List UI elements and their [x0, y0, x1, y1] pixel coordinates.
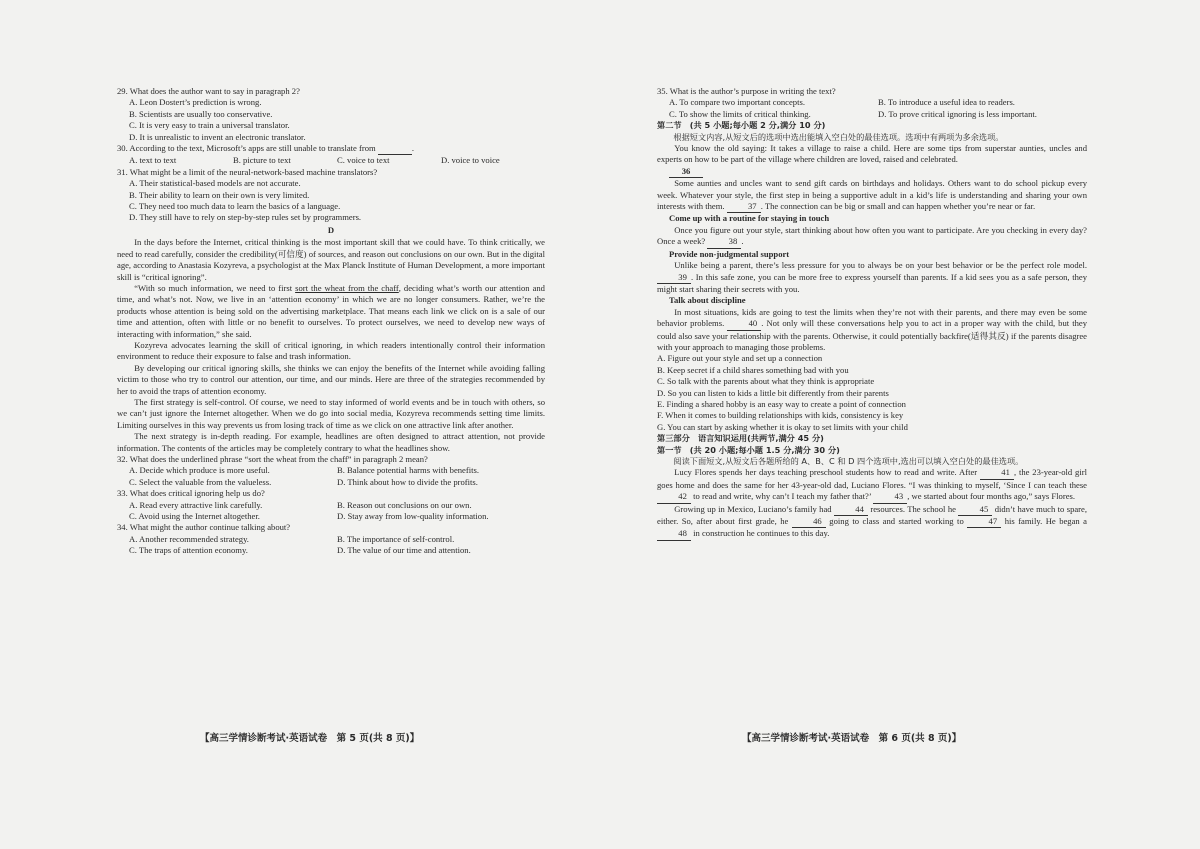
left-page-column: [117, 86, 545, 557]
question-33-option-c: C. Avoid using the Internet altogether.: [129, 511, 260, 522]
question-34-option-a: A. Another recommended strategy.: [129, 533, 249, 544]
paragraph-blank-37-start: Some aunties and uncles want to send gift cards on birthdays and holidays. Others want to do school pickup every week. Whatever your style, the first step in being a supportive adult in a kid’s life is understanding and sharing your own interests with them.: [657, 178, 1087, 212]
blank-41: 41: [980, 467, 1014, 479]
cloze-2-text-e: his family. He began a: [1001, 516, 1087, 527]
question-33-options: [129, 500, 545, 523]
blank-42: 42: [657, 491, 691, 503]
cloze-2-text-a: Growing up in Mexico, Luciano’s family had: [674, 503, 834, 514]
cloze-2-text-d: going to class and started working to: [825, 516, 968, 527]
blank-46: 46: [792, 516, 826, 528]
part-3-instructions: 阅读下面短文,从短文后各题所给的 A、B、C 和 D 四个选项中,选出可以填入空白处的最佳选项。: [673, 456, 1024, 466]
blank-36: 36: [669, 166, 703, 178]
question-31-option-a: A. Their statistical-based models are not accurate.: [129, 178, 301, 189]
cloze-1-text-b: , the 23-year-old girl goes home and does the same for her 43-year-old dad, Luciano Flores. “I was thinking to myself, ‘Since I can teach these: [657, 467, 1087, 490]
question-35-stem: 35. What is the author’s purpose in writing the text?: [657, 86, 836, 96]
part-3-section-1-title: 第一节 (共 20 小题;每小题 1.5 分,满分 30 分): [657, 444, 840, 455]
choice-c: C. So talk with the parents about what they think is appropriate: [657, 376, 875, 387]
right-page-footer: 【高三学情诊断考试·英语试卷 第 6 页(共 8 页)】: [742, 733, 962, 744]
question-34-option-d: D. The value of our time and attention.: [337, 545, 471, 556]
paragraph-blank-37-end: . The connection can be big or small and can happen whether you’re near or far.: [760, 201, 1036, 212]
question-35-option-c: C. To show the limits of critical thinking.: [669, 108, 811, 119]
question-33-stem: 33. What does critical ignoring help us do?: [117, 488, 265, 499]
question-34-option-b: B. The importance of self-control.: [337, 533, 455, 544]
choice-g: G. You can start by asking whether it is okay to set limits with your child: [657, 421, 908, 432]
question-30-option-d: D. voice to voice: [441, 155, 500, 166]
passage-d-label: D: [327, 224, 335, 235]
paragraph-blank-38-start: Once you figure out your style, start thinking about how often you want to participate. Are you checking in every day? Once a week?: [657, 224, 1087, 247]
blank-40: 40: [727, 318, 761, 330]
question-30-stem: 30. According to the text, Microsoft’s apps are still unable to translate from .: [117, 143, 545, 155]
blank-38: 38: [707, 236, 741, 248]
question-32-option-a: A. Decide which produce is more useful.: [129, 465, 270, 476]
question-35-options: [669, 97, 1087, 120]
blank-37: 37: [727, 201, 761, 213]
cloze-2-text-f: in construction he continues to this day.: [691, 528, 830, 539]
question-34-stem: 34. What might the author continue talking about?: [117, 522, 291, 533]
paragraph-blank-38-end: .: [741, 236, 744, 247]
passage-d-paragraph-6: The next strategy is in-depth reading. For example, headlines are often designed to attract attention, not provide information. The contents of the articles may be completely contrary to what the headlines show.: [117, 431, 545, 453]
question-33-option-b: B. Reason out conclusions on our own.: [337, 499, 472, 510]
question-31-option-b: B. Their ability to learn on their own is very limited.: [129, 189, 310, 200]
passage-d-paragraph-4: By developing our critical ignoring skills, she thinks we can enjoy the benefits of the Internet while avoiding falling victim to those who try to control our attention, our time, and our minds. Here are three of the strategies recommended by her to avoid the traps of attention economy.: [117, 362, 545, 396]
question-29-option-a: A. Leon Dostert’s prediction is wrong.: [129, 97, 262, 108]
choice-f: F. When it comes to building relationships with kids, consistency is key: [657, 410, 904, 421]
blank-43: 43: [873, 491, 907, 503]
question-29-option-b: B. Scientists are usually too conservative.: [129, 108, 273, 119]
question-30-blank: [378, 143, 412, 155]
part-3-title: 第三部分 语言知识运用(共两节,满分 45 分): [657, 433, 824, 444]
blank-47: 47: [967, 516, 1001, 528]
passage-d-paragraph-2-start: “With so much information, we need to first: [134, 282, 296, 293]
paragraph-blank-39-end: . In this safe zone, you can be more free to express yourself than parents. If a kid sees you as a safe person, they might start sharing their secrets with you.: [657, 271, 1087, 294]
subheading-routine: Come up with a routine for staying in touch: [669, 213, 830, 224]
passage-intro: You know the old saying: It takes a village to raise a child. Here are some tips from superstar aunties, uncles and experts on how to be part of the village where children are loved, raised and celebrated.: [657, 143, 1087, 165]
question-35-option-a: A. To compare two important concepts.: [669, 97, 805, 108]
paragraph-blank-37: [657, 178, 1087, 213]
blank-36-line: [669, 166, 1087, 178]
choice-b: B. Keep secret if a child shares something bad with you: [657, 364, 849, 375]
question-29-option-c: C. It is very easy to train a universal translator.: [129, 120, 290, 131]
question-33-option-d: D. Stay away from low-quality information.: [337, 511, 489, 522]
question-30-options: [129, 155, 545, 166]
question-34-option-c: C. The traps of attention economy.: [129, 545, 248, 556]
passage-d-paragraph-2-end: , deciding what’s worth our attention and time, and what’s not. Now, we live in an ‘attention economy’ in which we are no longer consumers. Rather, we’re the products whose attention is being sold on the advertising marketplace. That means each link we click on is a sale of our time and attention, often with little or no benefit to ourselves. To protect ourselves, we need to develop new ways of interacting with information,” she said.: [117, 282, 545, 339]
question-34-options: [129, 534, 545, 557]
choice-e: E. Finding a shared hobby is an easy way to create a point of connection: [657, 398, 906, 409]
question-31-option-c: C. They need too much data to learn the basics of a language.: [129, 201, 341, 212]
left-page-footer: 【高三学情诊断考试·英语试卷 第 5 页(共 8 页)】: [200, 733, 420, 744]
right-page-column: [657, 86, 1087, 541]
question-31-option-d: D. They still have to rely on step-by-step rules set by programmers.: [129, 212, 362, 223]
question-32-options: [129, 465, 545, 488]
paragraph-blank-40-end: . Not only will these conversations help you to act in a proper way with the child, but they could also save your relationship with the parents. Otherwise, it could potentially backfire(适得其反) if the parents disagree with your approach to managing those problems.: [657, 318, 1087, 352]
choice-a: A. Figure out your style and set up a connection: [657, 353, 823, 364]
cloze-2-text-b: resources. The school he: [867, 503, 959, 514]
question-31-stem: 31. What might be a limit of the neural-network-based machine translators?: [117, 166, 378, 177]
cloze-paragraph-2: [657, 504, 1087, 541]
question-35-option-d: D. To prove critical ignoring is less important.: [878, 108, 1037, 119]
question-30-stem-text: 30. According to the text, Microsoft’s apps are still unable to translate from: [117, 143, 376, 154]
cloze-1-text-d: , we started about four months ago,” says Flores.: [907, 491, 1076, 502]
question-30-option-c: C. voice to text: [337, 155, 390, 166]
question-29-stem: 29. What does the author want to say in paragraph 2?: [117, 86, 300, 96]
passage-d-paragraph-1: In the days before the Internet, critical thinking is the most important skill that we could have. To think critically, we need to read carefully, consider the credibility(可信度) of sources, and reason out conclusions on our own. But in the digital age, according to Anastasia Kozyreva, a psychologist at the Max Planck Institute of Human Development, a more important skill is “critical ignoring”.: [117, 237, 545, 282]
paragraph-blank-39: [657, 260, 1087, 295]
paragraph-blank-40: [657, 307, 1087, 354]
question-30-option-b: B. picture to text: [233, 155, 291, 166]
paragraph-blank-40-start: In most situations, kids are going to test the limits when they’re not with their parents, and there may even be some behavior problems.: [657, 306, 1087, 329]
subheading-support: Provide non-judgmental support: [669, 248, 790, 259]
passage-d-paragraph-5: The first strategy is self-control. Of course, we need to stay informed of world events and be in touch with others, so we can’t just ignore the Internet altogether. When we do go into social media, Kozyreva recommends setting time limits. Limiting ourselves in this way prevents us from losing track of time as we click on one attractive link after another.: [117, 396, 545, 430]
blank-44: 44: [834, 504, 868, 516]
section-2-title: 第二节 (共 5 小题;每小题 2 分,满分 10 分): [657, 120, 826, 131]
blank-39: 39: [657, 272, 691, 284]
blank-48: 48: [657, 528, 691, 540]
paragraph-blank-39-start: Unlike being a parent, there’s less pressure for you to always be on your best behavior or be the perfect role model.: [674, 260, 1087, 271]
question-32-option-d: D. Think about how to divide the profits.: [337, 476, 478, 487]
question-32-option-b: B. Balance potential harms with benefits.: [337, 465, 479, 476]
subheading-discipline: Talk about discipline: [669, 295, 746, 306]
question-30-option-a: A. text to text: [129, 155, 177, 166]
passage-d-paragraph-2: [117, 283, 545, 340]
question-35-option-b: B. To introduce a useful idea to readers.: [878, 97, 1015, 108]
cloze-1-text-a: Lucy Flores spends her days teaching preschool students how to read and write. After: [674, 467, 980, 478]
question-32-option-c: C. Select the valuable from the valueless.: [129, 476, 272, 487]
cloze-paragraph-1: [657, 467, 1087, 503]
choice-d: D. So you can listen to kids a little bit differently from their parents: [657, 387, 889, 398]
underlined-phrase: sort the wheat from the chaff: [295, 282, 399, 293]
section-2-instructions: 根据短文内容,从短文后的选项中选出能填入空白处的最佳选项。选项中有两项为多余选项。: [673, 131, 1004, 142]
cloze-2-text-c: didn’t have much to spare, either. So, after about first grade, he: [657, 503, 1088, 527]
question-29-option-d: D. It is unrealistic to invent an electronic translator.: [129, 131, 306, 142]
passage-d-paragraph-3: Kozyreva advocates learning the skill of critical ignoring, in which readers intentionally control their information environment to reduce their exposure to false and trash information.: [117, 339, 545, 362]
question-33-option-a: A. Read every attractive link carefully.: [129, 499, 263, 510]
question-32-stem: 32. What does the underlined phrase “sort the wheat from the chaff” in paragraph 2 mean?: [117, 454, 428, 464]
paragraph-blank-38: [657, 225, 1087, 249]
blank-45: 45: [958, 504, 992, 516]
cloze-1-text-c: to read and write, why can’t I teach my father that?’: [691, 491, 874, 502]
